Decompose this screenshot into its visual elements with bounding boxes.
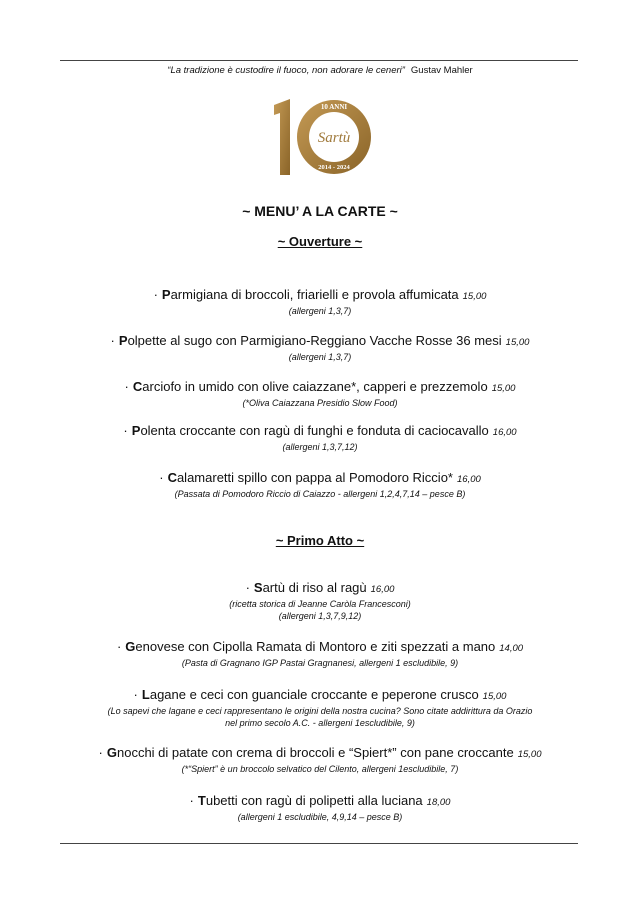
dish-name: ubetti con ragù di polipetti alla luciana <box>205 793 423 808</box>
menu-title: ~ MENU’ A LA CARTE ~ <box>242 203 398 219</box>
dish-note: (allergeni 1,3,7,12) <box>282 442 358 452</box>
dish-initial: S <box>253 580 263 595</box>
dish-initial: L <box>141 687 150 702</box>
menu-item-line <box>0 470 640 488</box>
dish-price: 16,00 <box>370 584 395 595</box>
section-title <box>0 234 640 249</box>
quote-author: Gustav Mahler <box>410 65 473 76</box>
section-title <box>0 533 640 548</box>
bullet-icon: · <box>116 639 122 654</box>
logo-anni: 10 ANNI <box>320 103 348 111</box>
dish-name: arciofo in umido con olive caiazzane*, capperi e prezzemolo <box>142 379 488 394</box>
dish-price: 14,00 <box>499 643 524 654</box>
menu-item <box>0 379 640 409</box>
dish-initial: P <box>131 423 141 438</box>
dish-note: nel primo secolo A.C. - allergeni 1escludibile, 9) <box>225 718 415 728</box>
bullet-icon: · <box>245 580 250 595</box>
bullet-icon: · <box>98 745 103 760</box>
menu-item-line <box>0 745 640 763</box>
menu-item-line <box>0 287 640 305</box>
bullet-icon: · <box>189 793 194 808</box>
dish-name: artù di riso al ragù <box>262 580 367 595</box>
dish-initial: C <box>132 379 143 394</box>
menu-item <box>0 333 640 363</box>
bullet-icon: · <box>133 687 138 702</box>
dish-note: (allergeni 1 escludibile, 4,9,14 – pesce B) <box>237 812 403 822</box>
menu-item-line <box>0 580 640 598</box>
menu-item <box>0 423 640 453</box>
dish-note: (allergeni 1,3,7) <box>288 352 352 362</box>
bullet-icon: · <box>110 333 115 348</box>
bottom-rule <box>60 843 578 844</box>
dish-initial: G <box>125 639 136 654</box>
menu-item-line <box>0 793 640 811</box>
bullet-icon: · <box>123 423 128 438</box>
dish-price: 16,00 <box>492 427 517 438</box>
menu-item-line <box>0 333 640 351</box>
dish-note: (ricetta storica di Jeanne Caròla Francesconi) <box>229 599 411 609</box>
menu-item <box>0 639 640 669</box>
logo-name: Sartù <box>317 130 351 146</box>
logo-years: 2014 - 2024 <box>318 164 350 171</box>
menu-item <box>0 745 640 775</box>
dish-price: 15,00 <box>491 383 516 394</box>
menu-item-line <box>0 379 640 397</box>
dish-name: olpette al sugo con Parmigiano-Reggiano Vacche Rosse 36 mesi <box>127 333 502 348</box>
dish-note: (allergeni 1,3,7) <box>288 306 352 316</box>
dish-note: (Pasta di Gragnano IGP Pastai Gragnanesi, allergeni 1 escludibile, 9) <box>181 658 459 668</box>
dish-name: enovese con Cipolla Ramata di Montoro e ziti spezzati a mano <box>135 639 496 654</box>
dish-note: (Passata di Pomodoro Riccio di Caiazzo - allergeni 1,2,4,7,14 – pesce B) <box>174 489 466 499</box>
dish-name: agane e ceci con guanciale croccante e peperone crusco <box>149 687 479 702</box>
quote-text: “La tradizione è custodire il fuoco, non adorare le ceneri” <box>167 65 405 76</box>
dish-name: olenta croccante con ragù di funghi e fonduta di caciocavallo <box>140 423 489 438</box>
section-title-text: ~ Ouverture ~ <box>277 234 363 249</box>
menu-item <box>0 687 640 729</box>
header-quote <box>0 65 640 76</box>
menu-item <box>0 793 640 823</box>
dish-initial: P <box>161 287 171 302</box>
dish-price: 16,00 <box>457 474 481 485</box>
dish-initial: P <box>118 333 128 348</box>
bullet-icon: · <box>159 470 164 485</box>
menu-item-line <box>0 639 640 657</box>
menu-item <box>0 470 640 500</box>
dish-note: (*Oliva Caiazzana Presidio Slow Food) <box>242 398 398 408</box>
top-rule <box>60 60 578 61</box>
dish-price: 15,00 <box>505 337 530 348</box>
dish-name: nocchi di patate con crema di broccoli e “Spiert*” con pane croccante <box>116 745 514 760</box>
menu-item-line <box>0 687 640 705</box>
menu-item <box>0 580 640 622</box>
dish-price: 15,00 <box>482 691 507 702</box>
dish-initial: T <box>197 793 206 808</box>
dish-name: armigiana di broccoli, friarielli e provola affumicata <box>170 287 459 302</box>
dish-price: 18,00 <box>426 797 451 808</box>
section-title-text: ~ Primo Atto ~ <box>275 533 365 548</box>
dish-initial: C <box>167 470 177 485</box>
sartu-logo <box>268 93 374 181</box>
dish-price: 15,00 <box>462 291 487 302</box>
dish-price: 15,00 <box>517 749 542 760</box>
dish-note: (allergeni 1,3,7,9,12) <box>278 611 362 621</box>
dish-name: alamaretti spillo con pappa al Pomodoro Riccio* <box>176 470 453 485</box>
dish-initial: G <box>106 745 117 760</box>
menu-item-line <box>0 423 640 441</box>
dish-note: (Lo sapevi che lagane e ceci rappresentano le origini della nostra cucina? Sono citate addirittura da Orazio <box>107 706 533 716</box>
menu-item <box>0 287 640 317</box>
bullet-icon: · <box>124 379 129 394</box>
bullet-icon: · <box>153 287 158 302</box>
dish-note: (*“Spiert” è un broccolo selvatico del Cilento, allergeni 1escludibile, 7) <box>181 764 459 774</box>
